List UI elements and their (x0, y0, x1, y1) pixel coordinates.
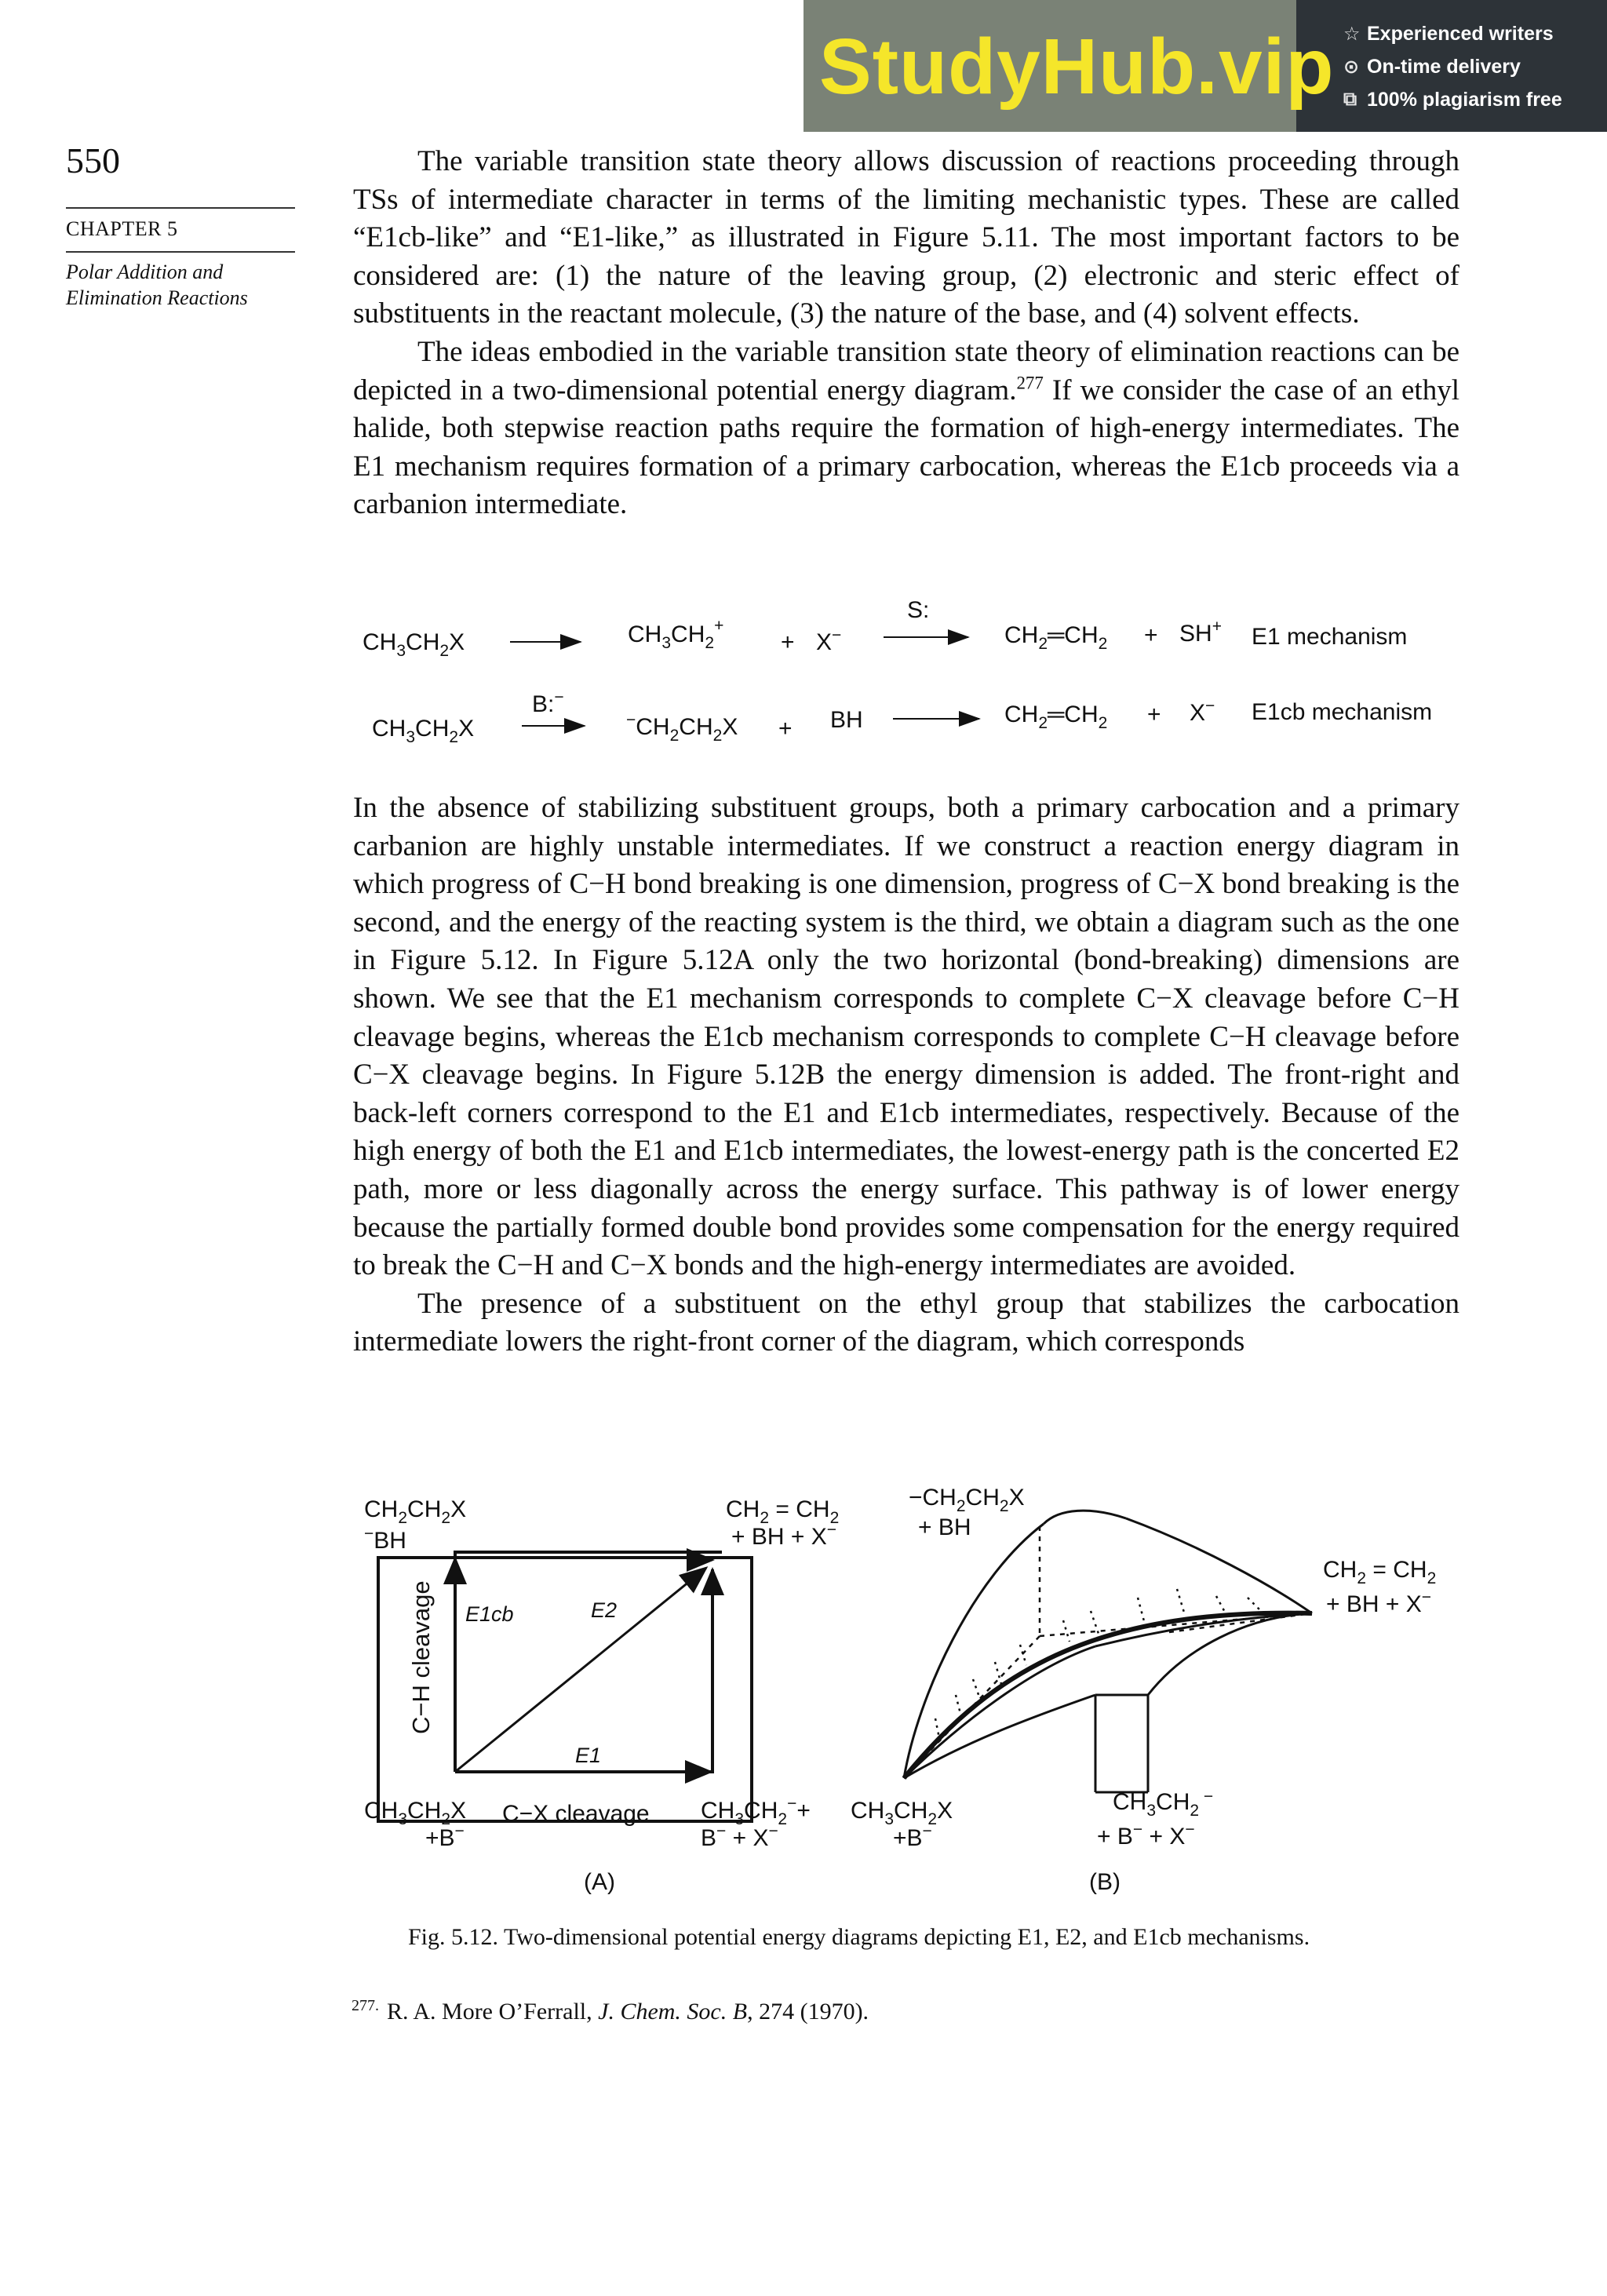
e1cb-conjugate-acid: BH (830, 707, 863, 733)
e1cb-mechanism-label: E1cb mechanism (1252, 699, 1433, 725)
panel-a-bottom-right-line2: B− + X− (701, 1822, 778, 1851)
e1-reactant: $CH_3CH_2X$ (363, 629, 465, 660)
panel-a-top-right-line2: + BH + X− (731, 1521, 836, 1550)
feature-on-time-delivery (1343, 50, 1602, 83)
reference-277[interactable]: 277 (1016, 373, 1044, 393)
x-axis-label: C−X cleavage (502, 1801, 650, 1827)
e1cb-reagent: B:− (532, 688, 564, 717)
label-e2: E2 (591, 1598, 618, 1622)
footnote-rest: , 274 (1970). (747, 1999, 869, 2024)
e1cb-intermediate: $^-CH_2CH_2X$ (626, 711, 738, 745)
e1-plus-1: + (781, 629, 795, 655)
panel-b-front-left-line2: +B− (893, 1822, 932, 1851)
e1cb-product: $CH_2═CH_2$ (1004, 702, 1108, 732)
dashed-guides (904, 1526, 1312, 1778)
e1-reagent: S: (907, 597, 930, 623)
feature-label: 100% plagiarism free (1367, 88, 1562, 111)
panel-b (851, 1485, 1436, 1895)
star-icon: ☆ (1343, 23, 1361, 45)
elimination-schemes (353, 585, 1459, 757)
e1cb-plus-1: + (778, 716, 793, 742)
feature-plagiarism-free (1343, 83, 1602, 116)
label-e1cb: E1cb (465, 1602, 514, 1626)
energy-surface (904, 1511, 1312, 1792)
dotted-drops (935, 1589, 1262, 1742)
feature-label: Experienced writers (1367, 22, 1554, 45)
e1-mechanism-label: E1 mechanism (1252, 624, 1408, 650)
paragraph-3: In the absence of stabilizing substituent groups, both a primary carbocation and a primary carbanion are highly unstable intermediates. If we construct a reaction energy diagram in which progress of C−H bond breaking is one dimension, progress of C−X bond breaking is the second, and the energy of the reacting system is the third, we obtain a diagram such as the one in Figure 5.12. In Figure 5.12A only the two horizontal (bond-breaking) dimensions are shown. We see that the E1 mechanism corresponds to complete C−X cleavage before C−H cleavage begins, whereas the E1cb mechanism corresponds to complete C−H cleavage before C−X cleavage begins. In Figure 5.12B the energy dimension is added. The front-right and back-left corners correspond to the E1 and E1cb intermediates, respectively. Because of the high energy of both the E1 and E1cb intermediates, the lowest-energy path is the concerted E2 path, more or less diagonally across the energy surface. This pathway is of lower energy because the partially formed double bond provides some compensation for the energy required to break the C−H and C−X bonds and the high-energy intermediates are avoided. (353, 792, 1459, 1282)
label-e1: E1 (575, 1744, 602, 1767)
paragraph-2-start: The ideas embodied in the variable transition state theory of elimination reactions can be depicted in a two-dimensional potential energy diagram. (353, 335, 1459, 406)
y-axis-label: C−H cleavage (407, 1580, 435, 1734)
figure-caption: Fig. 5.12. Two-dimensional potential energy diagrams depicting E1, E2, and E1cb mechanisms. (408, 1924, 1310, 1950)
studyhub-logo[interactable]: StudyHub.vip (819, 23, 1335, 111)
margin-rule-top (66, 207, 295, 209)
e1-plus-2: + (1144, 622, 1158, 648)
panel-a-bottom-left-line2: +B− (425, 1822, 465, 1851)
paragraph-2 (353, 333, 1459, 524)
panel-b-back-left-line1: $-CH_2CH_2X$ (909, 1485, 1025, 1515)
panel-a-label: (A) (584, 1869, 615, 1895)
body-text-top (353, 143, 1459, 524)
panel-b-front-right-line2: + B− + X− (1097, 1820, 1195, 1850)
panel-a-top-right-line1: $CH_2 = CH_2$ (726, 1496, 840, 1527)
e1cb-reactant: $CH_3CH_2X$ (372, 716, 475, 746)
surface-inner-ridge (904, 1646, 1095, 1778)
e1cb-plus-2: + (1147, 702, 1161, 727)
surface-back-peak (1044, 1511, 1126, 1524)
panel-b-front-left-line1: $CH_3CH_2X$ (851, 1798, 953, 1828)
e1-leaving-group: X− (816, 626, 842, 655)
e2-path (455, 1568, 706, 1772)
margin-rule-bottom (66, 251, 295, 253)
footnote-journal: J. Chem. Soc. B (598, 1999, 748, 2024)
chapter-label: CHAPTER 5 (66, 217, 178, 240)
e1cb-leaving-group: X− (1190, 697, 1215, 726)
feature-list (1343, 17, 1602, 116)
panel-b-label: (B) (1089, 1869, 1121, 1895)
e1-product: $CH_2═CH_2$ (1004, 622, 1108, 653)
e1-byproduct: SH+ (1179, 618, 1222, 647)
section-title: Polar Addition and Elimination Reactions (66, 261, 248, 309)
figure-5-12 (353, 1460, 1483, 1907)
panel-a-top-left-line1: $CH_2CH_2X$ (364, 1496, 467, 1527)
body-text-middle (353, 789, 1459, 1361)
panel-a-bottom-right-line1: $CH_3CH_2^-+$ (701, 1795, 811, 1828)
panel-a (364, 1496, 839, 1895)
feature-experienced-writers (1343, 17, 1602, 50)
feature-label: On-time delivery (1367, 55, 1521, 78)
e1-intermediate: $CH_3CH_2^+$ (628, 617, 724, 652)
panel-b-front-right-line1: $CH_3CH_2$ − (1113, 1788, 1214, 1820)
footnote-mark: 277. (352, 1997, 379, 2014)
clock-icon: ⊙ (1343, 56, 1360, 78)
copy-icon: ⧉ (1343, 89, 1357, 110)
panel-b-right-line1: $CH_2 = CH_2$ (1323, 1557, 1437, 1587)
paragraph-1: The variable transition state theory allows discussion of reactions proceeding through TSs of intermediate character in terms of the limiting mechanistic types. These are called “E1cb-like” and “E1-like,” as illustrated in Figure 5.11. The most important factors to be considered are: (1) the nature of the leaving group, (2) electronic and steric effect of substituents in the reactant molecule, (3) the nature of the base, and (4) solvent effects. (353, 145, 1459, 330)
surface-front-lower (904, 1695, 1095, 1778)
surface-back-edge (1126, 1518, 1312, 1613)
panel-a-bottom-left-line1: $CH_3CH_2X$ (364, 1798, 467, 1828)
footnote-author: R. A. More O’Ferrall, (387, 1999, 599, 2024)
paragraph-4: The presence of a substituent on the ethyl group that stabilizes the carbocation intermediate lowers the right-front corner of the diagram, which corresponds (353, 1287, 1459, 1358)
paragraph-2-rest: If we consider the case of an ethyl halide, both stepwise reaction paths require the formation of high-energy intermediates. The E1 mechanism requires formation of a primary carbocation, whereas the E1cb proceeds via a carbanion intermediate. (353, 374, 1459, 521)
panel-b-right-line2: + BH + X− (1326, 1588, 1431, 1617)
surface-left-edge (904, 1524, 1044, 1778)
panel-a-top-left-line2: −BH (364, 1525, 406, 1554)
panel-b-back-left-line2: + BH (918, 1514, 971, 1540)
page-number: 550 (66, 140, 120, 180)
footnote-277 (352, 1997, 869, 2025)
promo-banner[interactable] (804, 0, 1607, 132)
